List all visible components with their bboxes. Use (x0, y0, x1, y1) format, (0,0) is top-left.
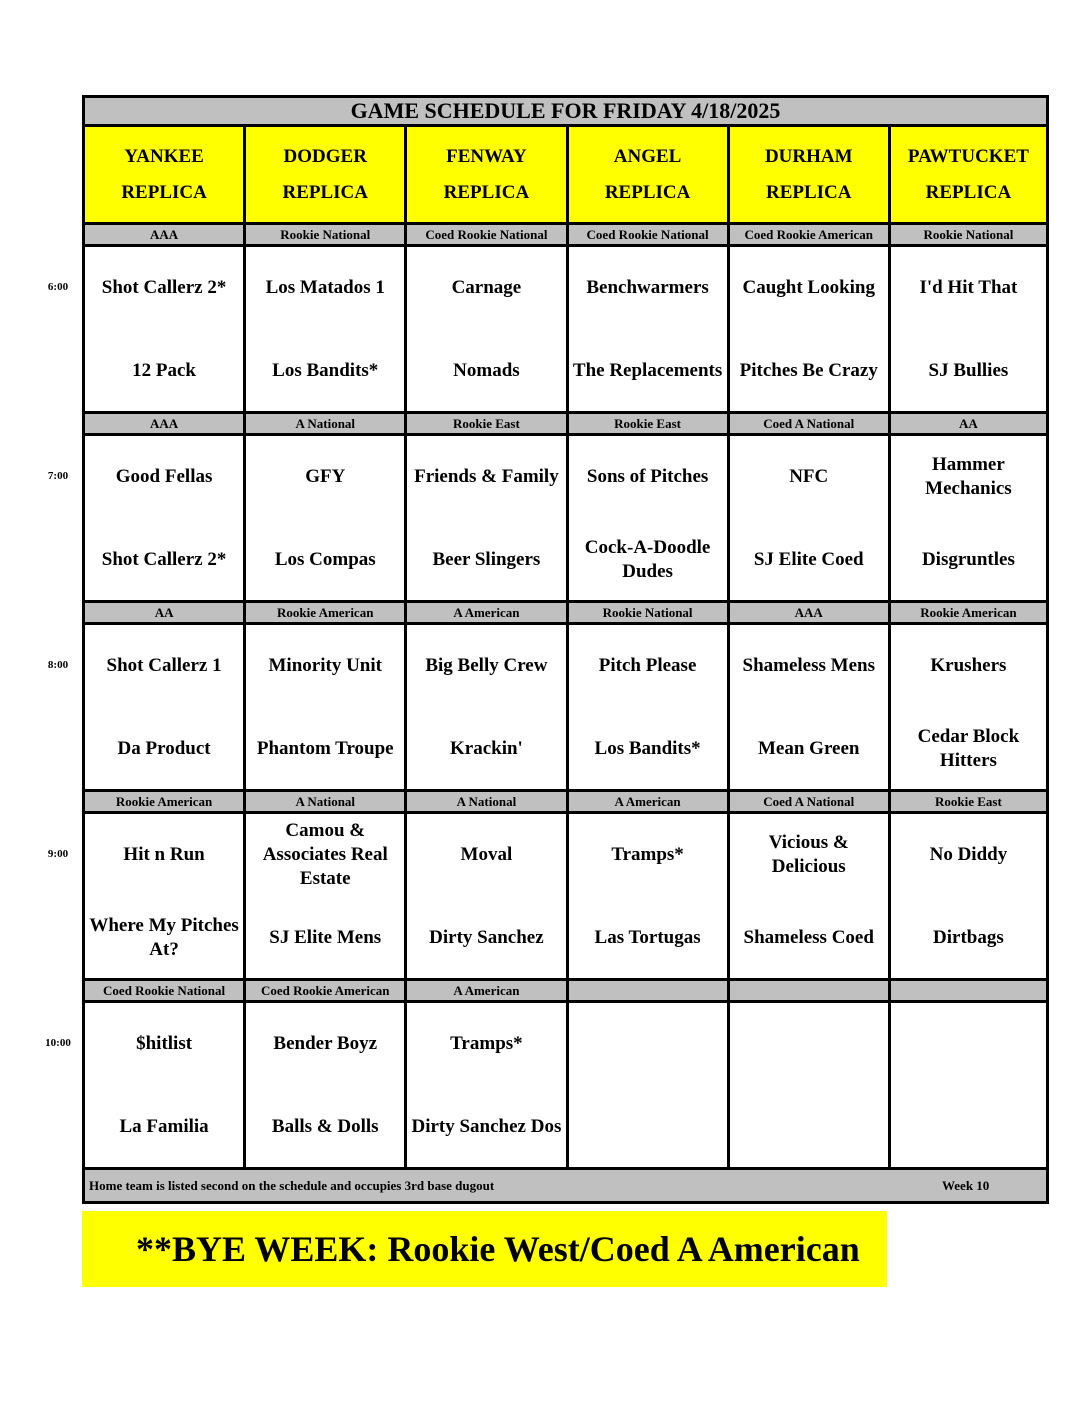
division-label: Coed Rookie National (404, 225, 565, 247)
field-name: FENWAY (446, 145, 527, 167)
home-team: Dirty Sanchez (429, 927, 544, 948)
field-sub: REPLICA (604, 181, 691, 203)
home-team: Phantom Troupe (256, 738, 394, 759)
field-name: ANGEL (613, 145, 682, 167)
division-row (82, 225, 1049, 247)
field-sub: REPLICA (765, 181, 852, 203)
game-cell (727, 1003, 888, 1170)
away-team: Shot Callerz 1 (106, 655, 222, 676)
home-team: SJ Elite Coed (753, 549, 864, 570)
away-team: Shameless Mens (742, 655, 875, 676)
game-cell (404, 1003, 565, 1170)
away-team: NFC (789, 466, 829, 487)
away-team: Shot Callerz 2* (101, 277, 227, 298)
field-name: DODGER (283, 145, 367, 167)
game-cell (404, 814, 565, 981)
field-sub: REPLICA (443, 181, 530, 203)
home-team: Beer Slingers (432, 549, 541, 570)
field-name: PAWTUCKET (907, 145, 1029, 167)
away-team: Vicious & Delicious (768, 832, 849, 877)
away-team: No Diddy (929, 844, 1008, 865)
division-label (566, 981, 727, 1003)
home-team: Nomads (453, 360, 520, 381)
game-cell (888, 625, 1049, 792)
game-cell (82, 247, 243, 414)
field-sub: REPLICA (121, 181, 207, 203)
home-team-note: Home team is listed second on the schedule and occupies 3rd base dugout (89, 1178, 495, 1193)
schedule-title: GAME SCHEDULE FOR FRIDAY 4/18/2025 (82, 95, 1049, 127)
division-row (82, 603, 1049, 625)
away-team: Pitch Please (598, 655, 697, 676)
game-cell (727, 814, 888, 981)
home-team: Las Tortugas (594, 927, 701, 948)
time-label: 10:00 (45, 1037, 71, 1049)
home-team: Shameless Coed (743, 927, 874, 948)
game-cell (566, 247, 727, 414)
division-label: Rookie National (243, 225, 404, 247)
home-team: Cock-A-Doodle Dudes (584, 537, 711, 582)
away-team: Caught Looking (742, 277, 875, 298)
away-team: Tramps* (611, 844, 684, 865)
away-team: Carnage (451, 277, 522, 298)
division-label: AA (82, 603, 243, 625)
field-header-0 (82, 127, 243, 222)
game-cell (82, 625, 243, 792)
home-team: SJ Elite Mens (269, 927, 382, 948)
home-team: 12 Pack (132, 360, 196, 381)
division-label: Rookie National (566, 603, 727, 625)
home-team: Where My Pitches At? (89, 915, 239, 960)
division-label: Coed Rookie American (243, 981, 404, 1003)
game-cell (727, 247, 888, 414)
home-team: The Replacements (572, 360, 723, 381)
field-header-3 (566, 127, 727, 222)
home-team: Dirty Sanchez Dos (411, 1116, 562, 1137)
division-label: AAA (727, 603, 888, 625)
division-label: Rookie American (82, 792, 243, 814)
home-team: Pitches Be Crazy (739, 360, 878, 381)
game-cell (82, 1003, 243, 1170)
field-header-row (82, 127, 1049, 225)
game-cell (243, 436, 404, 603)
home-team: Cedar Block Hitters (917, 726, 1020, 771)
game-cell (82, 436, 243, 603)
game-cell (243, 625, 404, 792)
schedule-footer (82, 1170, 1049, 1204)
game-cell (243, 247, 404, 414)
field-name: YANKEE (124, 145, 204, 167)
home-team: Mean Green (757, 738, 860, 759)
division-label: Rookie American (888, 603, 1049, 625)
division-label: Coed A National (727, 792, 888, 814)
away-team: GFY (305, 466, 346, 487)
bye-week-banner: **BYE WEEK: Rookie West/Coed A American (82, 1211, 887, 1287)
game-cell (404, 247, 565, 414)
away-team: Bender Boyz (273, 1033, 378, 1054)
division-label (888, 981, 1049, 1003)
games-row (82, 1003, 1049, 1170)
time-label: 8:00 (47, 659, 69, 671)
away-team: Hit n Run (123, 844, 205, 865)
home-team: Los Bandits* (594, 738, 701, 759)
division-label: Coed Rookie National (566, 225, 727, 247)
division-label: Coed A National (727, 414, 888, 436)
home-team: Los Compas (274, 549, 376, 570)
home-team: Da Product (117, 738, 211, 759)
away-team: Minority Unit (268, 655, 382, 676)
games-row (82, 625, 1049, 792)
division-label: A National (404, 792, 565, 814)
home-team: La Familia (119, 1116, 209, 1137)
division-label: Rookie East (404, 414, 565, 436)
away-team: I'd Hit That (919, 277, 1018, 298)
division-label: Rookie National (888, 225, 1049, 247)
time-label: 7:00 (47, 470, 69, 482)
time-label: 9:00 (47, 848, 69, 860)
division-label: AAA (82, 414, 243, 436)
away-team: Good Fellas (115, 466, 213, 487)
field-header-4 (727, 127, 888, 222)
field-header-2 (404, 127, 565, 222)
division-label: A National (243, 414, 404, 436)
game-cell (566, 436, 727, 603)
division-row (82, 792, 1049, 814)
home-team: Krackin' (449, 738, 523, 759)
division-label: AAA (82, 225, 243, 247)
away-team: Big Belly Crew (425, 655, 548, 676)
games-row (82, 436, 1049, 603)
home-team: Balls & Dolls (271, 1116, 379, 1137)
division-label: Coed Rookie American (727, 225, 888, 247)
away-team: Krushers (930, 655, 1007, 676)
game-cell (243, 1003, 404, 1170)
away-team: Benchwarmers (586, 277, 709, 298)
game-cell (888, 247, 1049, 414)
game-cell (727, 436, 888, 603)
division-label: Rookie American (243, 603, 404, 625)
game-cell (566, 1003, 727, 1170)
time-label: 6:00 (47, 281, 69, 293)
week-label: Week 10 (942, 1178, 990, 1193)
division-label: Rookie East (888, 792, 1049, 814)
game-cell (727, 625, 888, 792)
away-team: Sons of Pitches (586, 466, 709, 487)
division-row (82, 981, 1049, 1003)
home-team: Dirtbags (933, 927, 1004, 948)
field-sub: REPLICA (282, 181, 368, 203)
game-cell (888, 436, 1049, 603)
home-team: Disgruntles (921, 549, 1015, 570)
away-team: Camou & Associates Real Estate (262, 820, 388, 889)
field-header-5 (888, 127, 1049, 222)
division-label: AA (888, 414, 1049, 436)
schedule-table (82, 95, 1049, 1204)
division-row (82, 414, 1049, 436)
division-label: A American (404, 603, 565, 625)
away-team: $hitlist (136, 1033, 193, 1054)
game-cell (243, 814, 404, 981)
field-name: DURHAM (764, 145, 853, 167)
division-label: A American (404, 981, 565, 1003)
away-team: Hammer Mechanics (925, 454, 1012, 499)
division-label: A American (566, 792, 727, 814)
game-cell (82, 814, 243, 981)
division-label: Rookie East (566, 414, 727, 436)
home-team: Los Bandits* (272, 360, 379, 381)
game-cell (566, 625, 727, 792)
away-team: Moval (460, 844, 513, 865)
division-label: Coed Rookie National (82, 981, 243, 1003)
away-team: Friends & Family (414, 466, 559, 487)
away-team: Tramps* (450, 1033, 523, 1054)
division-label: A National (243, 792, 404, 814)
away-team: Los Matados 1 (265, 277, 385, 298)
home-team: SJ Bullies (928, 360, 1009, 381)
field-header-1 (243, 127, 404, 222)
home-team: Shot Callerz 2* (101, 549, 227, 570)
time-slots (82, 225, 1049, 1170)
games-row (82, 247, 1049, 414)
game-cell (404, 436, 565, 603)
field-sub: REPLICA (925, 181, 1012, 203)
games-row (82, 814, 1049, 981)
game-cell (888, 1003, 1049, 1170)
game-cell (566, 814, 727, 981)
game-cell (888, 814, 1049, 981)
division-label (727, 981, 888, 1003)
game-cell (404, 625, 565, 792)
